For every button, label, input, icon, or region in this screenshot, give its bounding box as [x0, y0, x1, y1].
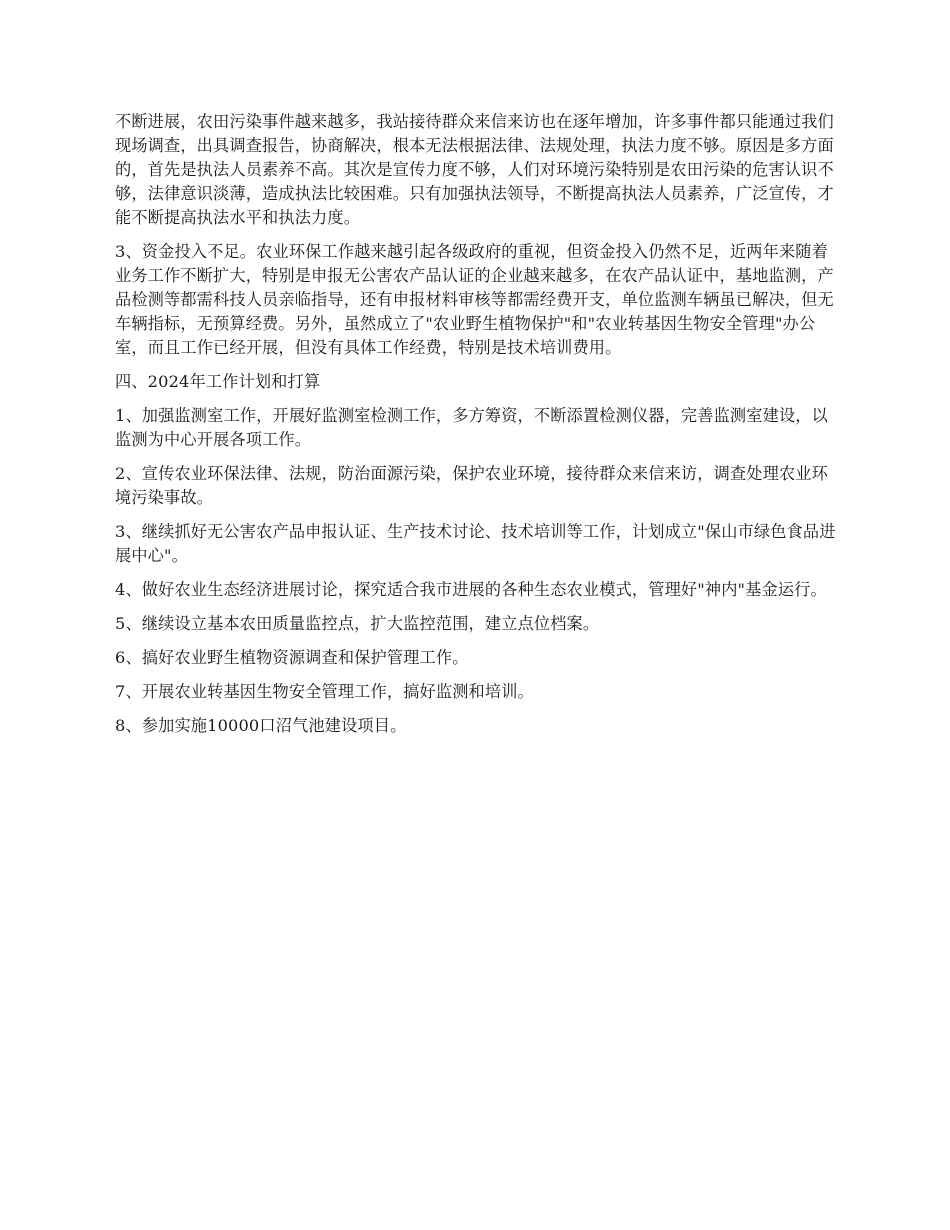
- plan-item-4: 4、做好农业生态经济进展讨论，探究适合我市进展的各种生态农业模式，管理好"神内"基金运行。: [115, 580, 827, 599]
- plan-item-6: 6、搞好农业野生植物资源调查和保护管理工作。: [115, 648, 469, 667]
- plan-item-7: 7、开展农业转基因生物安全管理工作，搞好监测和培训。: [115, 682, 534, 701]
- plan-item-1: 1、加强监测室工作，开展好监测室检测工作，多方筹资，不断添置检测仪器，完善监测室建设，以监测为中心开展各项工作。: [115, 406, 828, 449]
- document-page: [115, 110, 843, 748]
- section-heading-2024-plan: 四、2024年工作计划和打算: [115, 372, 321, 391]
- plan-item-2: 2、宣传农业环保法律、法规，防治面源污染，保护农业环境，接待群众来信来访，调查处理农业环境污染事故。: [115, 464, 828, 507]
- plan-item-8: 8、参加实施10000口沼气池建设项目。: [115, 716, 407, 735]
- paragraph-law-enforcement: 不断进展，农田污染事件越来越多，我站接待群众来信来访也在逐年增加，许多事件都只能通过我们现场调查，出具调查报告，协商解决，根本无法根据法律、法规处理，执法力度不够。原因是多方面的，首先是执法人员素养不高。其次是宣传力度不够，人们对环境污染特别是农田污染的危害认识不够，法律意识淡薄，造成执法比较困难。只有加强执法领导，不断提高执法人员素养，广泛宣传，才能不断提高执法水平和执法力度。: [115, 112, 834, 227]
- paragraph-funding-shortage: 3、资金投入不足。农业环保工作越来越引起各级政府的重视，但资金投入仍然不足，近两年来随着业务工作不断扩大，特别是申报无公害农产品认证的企业越来越多，在农产品认证中，基地监测，产品检测等都需科技人员亲临指导，还有申报材料审核等都需经费开支，单位监测车辆虽已解决，但无车辆指标，无预算经费。另外，虽然成立了"农业野生植物保护"和"农业转基因生物安全管理"办公室，而且工作已经开展，但没有具体工作经费，特别是技术培训费用。: [115, 242, 834, 357]
- plan-item-5: 5、继续设立基本农田质量监控点，扩大监控范围，建立点位档案。: [115, 614, 600, 633]
- plan-item-3: 3、继续抓好无公害农产品申报认证、生产技术讨论、技术培训等工作，计划成立"保山市绿色食品进展中心"。: [115, 522, 836, 565]
